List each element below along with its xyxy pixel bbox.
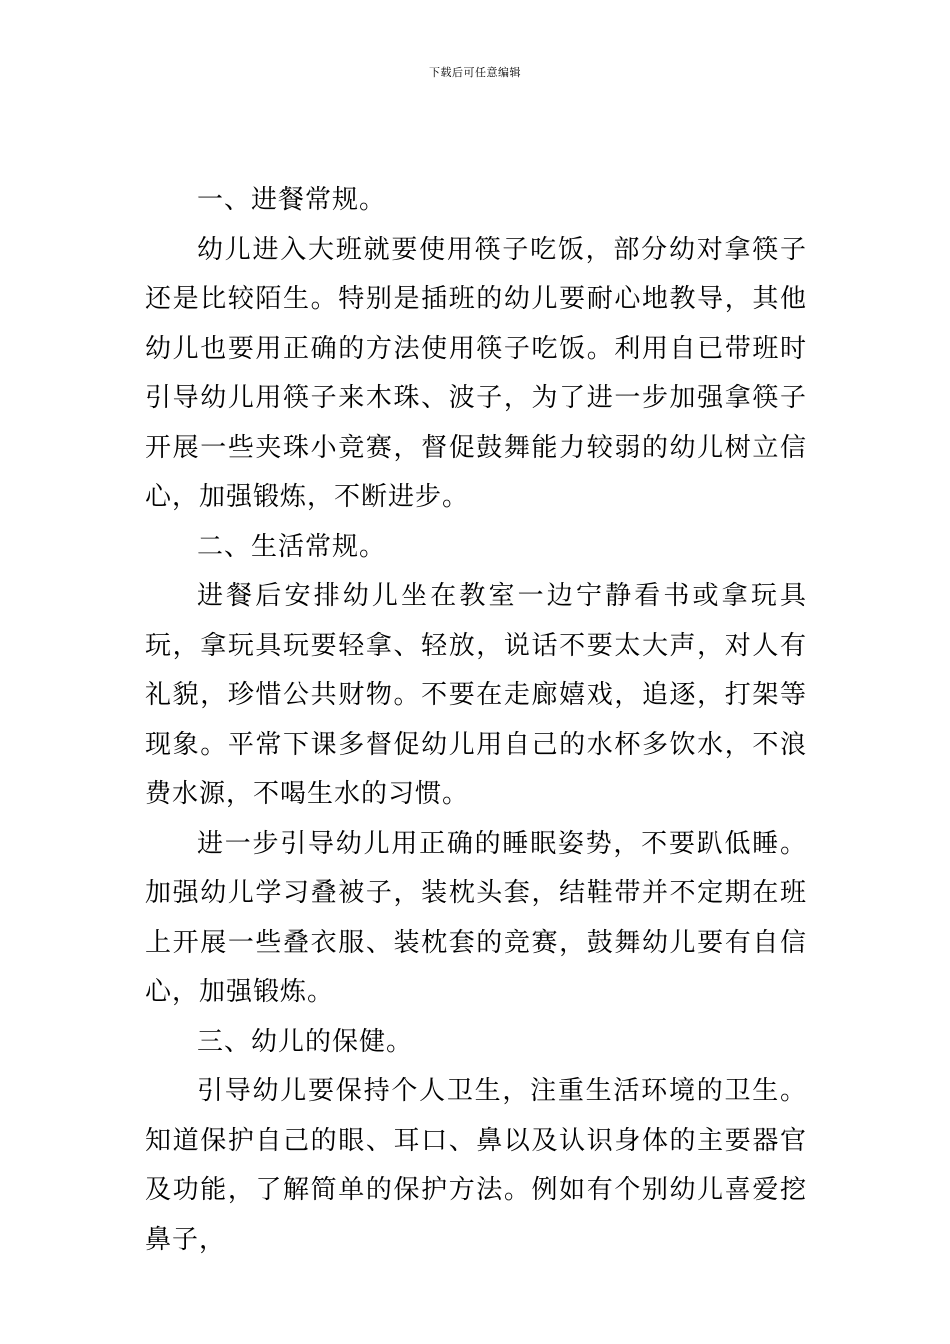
paragraph-after-meal: 进餐后安排幼儿坐在教室一边宁静看书或拿玩具玩，拿玩具玩要轻拿、轻放，说话不要太大声，对人有礼貌，珍惜公共财物。不要在走廊嬉戏，追逐，打架等现象。平常下课多督促幼儿用自己的水杯多饮水，不浪费水源，不喝生水的习惯。 [145, 581, 807, 809]
paragraph-hygiene: 引导幼儿要保持个人卫生，注重生活环境的卫生。知道保护自己的眼、耳口、鼻以及认识身体的主要器官及功能，了解简单的保护方法。例如有个别幼儿喜爱挖鼻子， [145, 1076, 807, 1255]
section-heading-health: 三、幼儿的保健。 [197, 1026, 414, 1057]
page-header: 下载后可任意编辑 [429, 66, 521, 79]
section-heading-dining: 一、进餐常规。 [197, 185, 387, 215]
paragraph-sleep: 进一步引导幼儿用正确的睡眠姿势，不要趴低睡。加强幼儿学习叠被子，装枕头套，结鞋带并不定期在班上开展一些叠衣服、装枕套的竞赛，鼓舞幼儿要有自信心，加强锻炼。 [145, 828, 807, 1007]
document-body [145, 176, 807, 1265]
section-heading-daily-life: 二、生活常规。 [197, 531, 387, 562]
paragraph-chopsticks: 幼儿进入大班就要使用筷子吃饭，部分幼对拿筷子还是比较陌生。特别是插班的幼儿要耐心地教导，其他幼儿也要用正确的方法使用筷子吃饭。利用自已带班时引导幼儿用筷子来木珠、波子，为了进一步加强拿筷子开展一些夹珠小竞赛，督促鼓舞能力较弱的幼儿树立信心，加强锻炼，不断进步。 [145, 234, 807, 512]
